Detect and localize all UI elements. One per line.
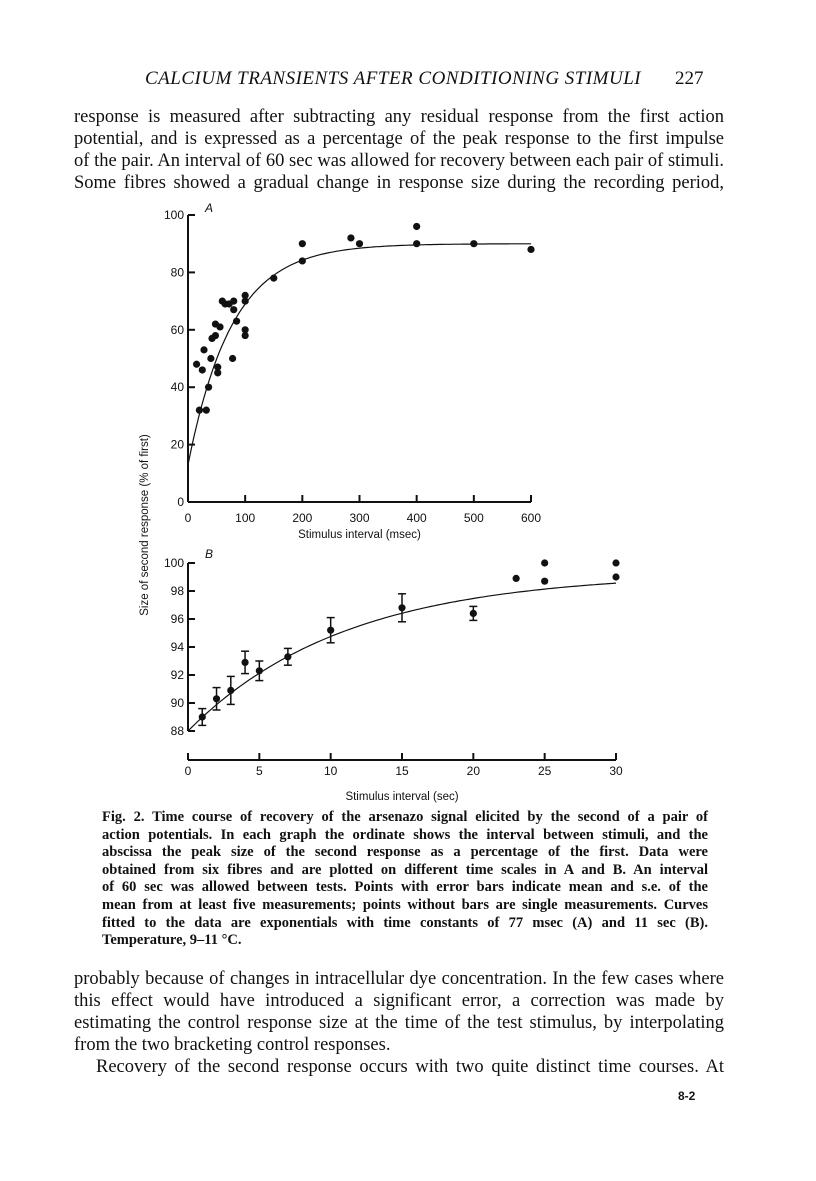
caption-line: Temperature, 9–11 °C.: [102, 932, 242, 949]
text-line: Recovery of the second response occurs with two quite distinct time courses. At: [96, 1057, 724, 1077]
paragraph-top: [74, 106, 724, 194]
caption-line: obtained from six fibres and are plotted on different time scales in A and B. An interval: [102, 861, 708, 878]
data-point: [205, 384, 212, 391]
data-point: [241, 659, 248, 666]
y-tick-label: 20: [170, 437, 184, 452]
page-header: [0, 68, 816, 94]
y-tick-label: 88: [170, 724, 184, 738]
data-point: [242, 326, 249, 333]
data-point: [203, 407, 210, 414]
data-point: [470, 610, 477, 617]
data-point: [256, 667, 263, 674]
chart-panel-a: [164, 201, 541, 541]
data-point: [226, 300, 233, 307]
data-point: [413, 223, 420, 230]
data-point: [227, 687, 234, 694]
x-tick-label: 300: [349, 511, 370, 525]
data-point: [242, 332, 249, 339]
figure-caption: [102, 809, 708, 950]
data-point: [612, 573, 619, 580]
caption-line: mean from at least five measurements; points without bars are single measurements. Curves: [102, 896, 708, 913]
data-point: [413, 240, 420, 247]
y-tick-label: 94: [170, 640, 184, 654]
text-line: response is measured after subtracting any residual response from the first action: [74, 107, 724, 127]
text-line: of the pair. An interval of 60 sec was allowed for recovery between each pair of stimuli.: [74, 151, 724, 171]
x-tick-label: 25: [537, 764, 552, 778]
caption-line: Fig. 2. Time course of recovery of the arsenazo signal elicited by the second of a pair of: [102, 809, 708, 825]
data-point: [200, 346, 207, 353]
x-tick-label: 100: [235, 511, 256, 525]
x-tick-label: 20: [466, 764, 481, 778]
data-point: [219, 298, 226, 305]
caption-line: of 60 sec was allowed between tests. Points with error bars indicate mean and s.e. of the: [102, 879, 708, 896]
chart-panel-b: [164, 547, 623, 803]
data-point: [214, 364, 221, 371]
data-point: [213, 695, 220, 702]
fitted-curve: [188, 583, 616, 731]
data-point: [230, 298, 237, 305]
data-point: [216, 323, 223, 330]
data-point: [214, 369, 221, 376]
text-line: Some fibres showed a gradual change in response size during the recording period,: [74, 173, 724, 193]
caption-line: fitted to the data are exponentials with time constants of 77 msec (A) and 11 sec (B).: [102, 914, 708, 931]
signature-mark: 8-2: [678, 1089, 696, 1103]
data-point: [199, 713, 206, 720]
data-point: [270, 275, 277, 282]
data-point: [513, 575, 520, 582]
data-point: [242, 298, 249, 305]
data-point: [470, 240, 477, 247]
data-point: [398, 604, 405, 611]
data-point: [327, 627, 334, 634]
data-point: [207, 355, 214, 362]
y-tick-label: 60: [170, 322, 184, 337]
text-line: probably because of changes in intracellular dye concentration. In the few cases where: [74, 969, 724, 989]
data-point: [299, 240, 306, 247]
data-point: [196, 407, 203, 414]
x-axis-label: Stimulus interval (msec): [298, 529, 421, 541]
data-point: [356, 240, 363, 247]
y-tick-label: 90: [170, 696, 184, 710]
data-point: [222, 300, 229, 307]
page-number: 227: [675, 68, 704, 89]
data-point: [233, 318, 240, 325]
y-tick-label: 80: [170, 265, 184, 280]
x-tick-label: 0: [184, 511, 192, 525]
y-tick-label: 0: [177, 495, 184, 509]
panel-label: B: [205, 547, 214, 561]
panel-label: A: [205, 201, 214, 215]
text-line: estimating the control response size at the time of the test stimulus, by interpolating: [74, 1013, 724, 1033]
x-tick-label: 500: [463, 511, 484, 525]
y-tick-label: 100: [163, 556, 184, 570]
data-point: [229, 355, 236, 362]
data-point: [284, 653, 291, 660]
caption-line: action potentials. In each graph the ordinate shows the interval between stimuli, and the: [102, 826, 708, 843]
x-axis-label: Stimulus interval (sec): [345, 791, 459, 803]
data-point: [242, 292, 249, 299]
fitted-curve: [188, 244, 531, 465]
x-tick-label: 15: [395, 764, 409, 778]
data-point: [212, 332, 219, 339]
data-point: [199, 366, 206, 373]
x-tick-label: 0: [184, 764, 192, 778]
x-tick-label: 5: [255, 764, 263, 778]
x-tick-label: 600: [520, 511, 542, 525]
x-tick-label: 200: [292, 511, 313, 525]
data-point: [230, 306, 237, 313]
data-point: [208, 335, 215, 342]
data-point: [212, 320, 219, 327]
text-line: this effect would have introduced a significant error, a correction was made by: [74, 991, 724, 1011]
caption-line: abscissa the peak size of the second response as a percentage of the first. Data were: [102, 844, 708, 861]
data-point: [541, 559, 548, 566]
data-point: [527, 246, 534, 253]
y-tick-label: 96: [170, 612, 184, 626]
running-title: CALCIUM TRANSIENTS AFTER CONDITIONING STIMULI: [145, 68, 642, 89]
x-tick-label: 10: [323, 764, 338, 778]
x-tick-label: 400: [406, 511, 427, 525]
data-point: [541, 578, 548, 585]
y-tick-label: 98: [170, 584, 184, 598]
text-line: potential, and is expressed as a percentage of the peak response to the first impulse: [74, 129, 724, 149]
data-point: [193, 361, 200, 368]
data-point: [612, 559, 619, 566]
y-tick-label: 40: [170, 380, 184, 395]
text-line: from the two bracketing control responses.: [74, 1035, 391, 1055]
paragraph-bottom: [74, 968, 724, 1078]
x-tick-label: 30: [609, 764, 623, 778]
y-axis-label: Size of second response (% of first): [139, 434, 151, 616]
data-point: [347, 234, 354, 241]
y-tick-label: 100: [163, 208, 184, 222]
y-tick-label: 92: [170, 668, 184, 682]
data-point: [299, 257, 306, 264]
